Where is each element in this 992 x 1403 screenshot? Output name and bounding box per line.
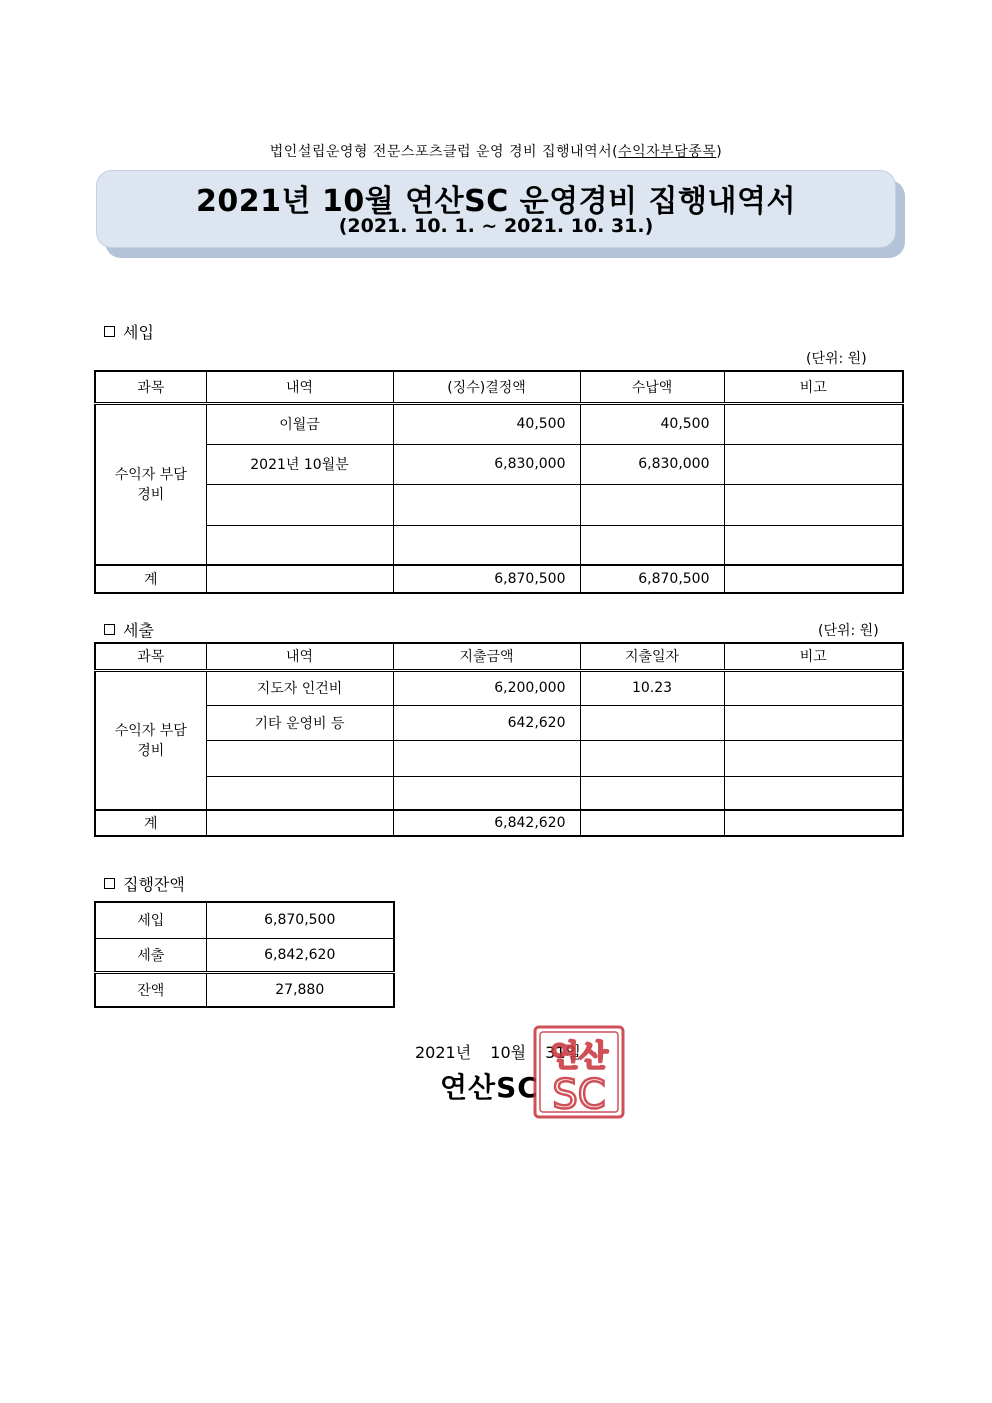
income-col-note: 비고 <box>724 371 903 403</box>
expense-total-desc <box>206 810 393 836</box>
table-row <box>95 938 394 972</box>
balance-label: 잔액 <box>95 972 206 1007</box>
seal-text-bottom: SC <box>552 1072 606 1118</box>
expense-row-desc <box>206 776 393 810</box>
table-row <box>95 525 903 565</box>
expense-row-desc <box>206 740 393 776</box>
expense-row-amount: 642,620 <box>393 705 580 740</box>
table-row <box>95 444 903 484</box>
expense-row-date <box>580 705 724 740</box>
income-header-row <box>95 371 903 403</box>
balance-section-label: 집행잔액 <box>123 875 185 894</box>
income-category <box>95 403 206 565</box>
income-row-note <box>724 484 903 525</box>
expense-row-note <box>724 670 903 705</box>
income-total-label: 계 <box>95 565 206 593</box>
expense-row-amount: 6,200,000 <box>393 670 580 705</box>
expense-row-desc: 기타 운영비 등 <box>206 705 393 740</box>
balance-section-heading <box>104 872 185 895</box>
balance-label: 세입 <box>95 902 206 938</box>
expense-row-amount <box>393 740 580 776</box>
table-row <box>95 403 903 444</box>
income-col-desc: 내역 <box>206 371 393 403</box>
income-category-line2: 경비 <box>137 487 165 504</box>
income-row-received <box>580 525 724 565</box>
income-col-decided: (징수)결정액 <box>393 371 580 403</box>
expense-total-date <box>580 810 724 836</box>
income-total-note <box>724 565 903 593</box>
income-row-desc <box>206 484 393 525</box>
income-table <box>94 370 904 594</box>
document-period: (2021. 10. 1. ~ 2021. 10. 31.) <box>338 215 654 237</box>
expense-col-amount: 지출금액 <box>393 643 580 670</box>
table-row <box>95 902 394 938</box>
income-total-received: 6,870,500 <box>580 565 724 593</box>
expense-total-note <box>724 810 903 836</box>
expense-row-note <box>724 740 903 776</box>
footer-date: 2021년 10월 31일 <box>415 1043 581 1062</box>
income-unit: (단위: 원) <box>806 351 867 367</box>
document-subtitle <box>0 141 992 161</box>
expense-row-desc: 지도자 인건비 <box>206 670 393 705</box>
balance-label: 세출 <box>95 938 206 972</box>
expense-col-date: 지출일자 <box>580 643 724 670</box>
subtitle-underlined: 수익자부담종목 <box>618 144 717 160</box>
expense-unit: (단위: 원) <box>818 623 879 639</box>
checkbox-square-icon <box>104 326 115 337</box>
income-row-received: 6,830,000 <box>580 444 724 484</box>
expense-section-heading <box>104 618 154 641</box>
expense-row-note <box>724 776 903 810</box>
balance-value: 6,870,500 <box>206 902 394 938</box>
table-row <box>95 670 903 705</box>
table-row <box>95 740 903 776</box>
table-row <box>95 972 394 1007</box>
income-row-decided <box>393 484 580 525</box>
income-row-note <box>724 403 903 444</box>
income-row-note <box>724 525 903 565</box>
expense-category-line2: 경비 <box>137 743 165 760</box>
income-col-received: 수납액 <box>580 371 724 403</box>
income-row-desc <box>206 525 393 565</box>
checkbox-square-icon <box>104 624 115 635</box>
income-col-subject: 과목 <box>95 371 206 403</box>
income-row-received <box>580 484 724 525</box>
expense-row-amount <box>393 776 580 810</box>
expense-category <box>95 670 206 810</box>
expense-col-note: 비고 <box>724 643 903 670</box>
official-seal-icon <box>532 1024 626 1120</box>
expense-col-desc: 내역 <box>206 643 393 670</box>
table-row <box>95 705 903 740</box>
income-total-row <box>95 565 903 593</box>
expense-table <box>94 642 904 837</box>
expense-header-row <box>95 643 903 670</box>
document-title: 2021년 10월 연산SC 운영경비 집행내역서 <box>196 184 796 219</box>
income-row-received: 40,500 <box>580 403 724 444</box>
income-row-decided: 6,830,000 <box>393 444 580 484</box>
income-row-note <box>724 444 903 484</box>
table-row <box>95 484 903 525</box>
footer-org-name: 연산SC <box>440 1071 539 1104</box>
income-row-decided <box>393 525 580 565</box>
expense-row-date: 10.23 <box>580 670 724 705</box>
balance-table <box>94 901 395 1008</box>
expense-col-subject: 과목 <box>95 643 206 670</box>
table-row <box>95 776 903 810</box>
expense-section-label: 세출 <box>123 621 154 640</box>
income-total-desc <box>206 565 393 593</box>
income-row-decided: 40,500 <box>393 403 580 444</box>
subtitle-prefix: 법인설립운영형 전문스포츠클럽 운영 경비 집행내역서( <box>269 144 619 160</box>
income-category-line1: 수익자 부담 <box>114 467 187 484</box>
expense-category-line1: 수익자 부담 <box>114 723 187 740</box>
expense-row-date <box>580 776 724 810</box>
expense-row-note <box>724 705 903 740</box>
seal-text-top: 연산 <box>550 1039 608 1074</box>
expense-row-date <box>580 740 724 776</box>
income-row-desc: 이월금 <box>206 403 393 444</box>
income-section-label: 세입 <box>123 323 154 342</box>
expense-total-amount: 6,842,620 <box>393 810 580 836</box>
balance-value: 27,880 <box>206 972 394 1007</box>
expense-total-row <box>95 810 903 836</box>
subtitle-suffix: ) <box>716 144 723 160</box>
income-section-heading <box>104 320 154 343</box>
income-total-decided: 6,870,500 <box>393 565 580 593</box>
expense-total-label: 계 <box>95 810 206 836</box>
balance-value: 6,842,620 <box>206 938 394 972</box>
income-row-desc: 2021년 10월분 <box>206 444 393 484</box>
checkbox-square-icon <box>104 878 115 889</box>
